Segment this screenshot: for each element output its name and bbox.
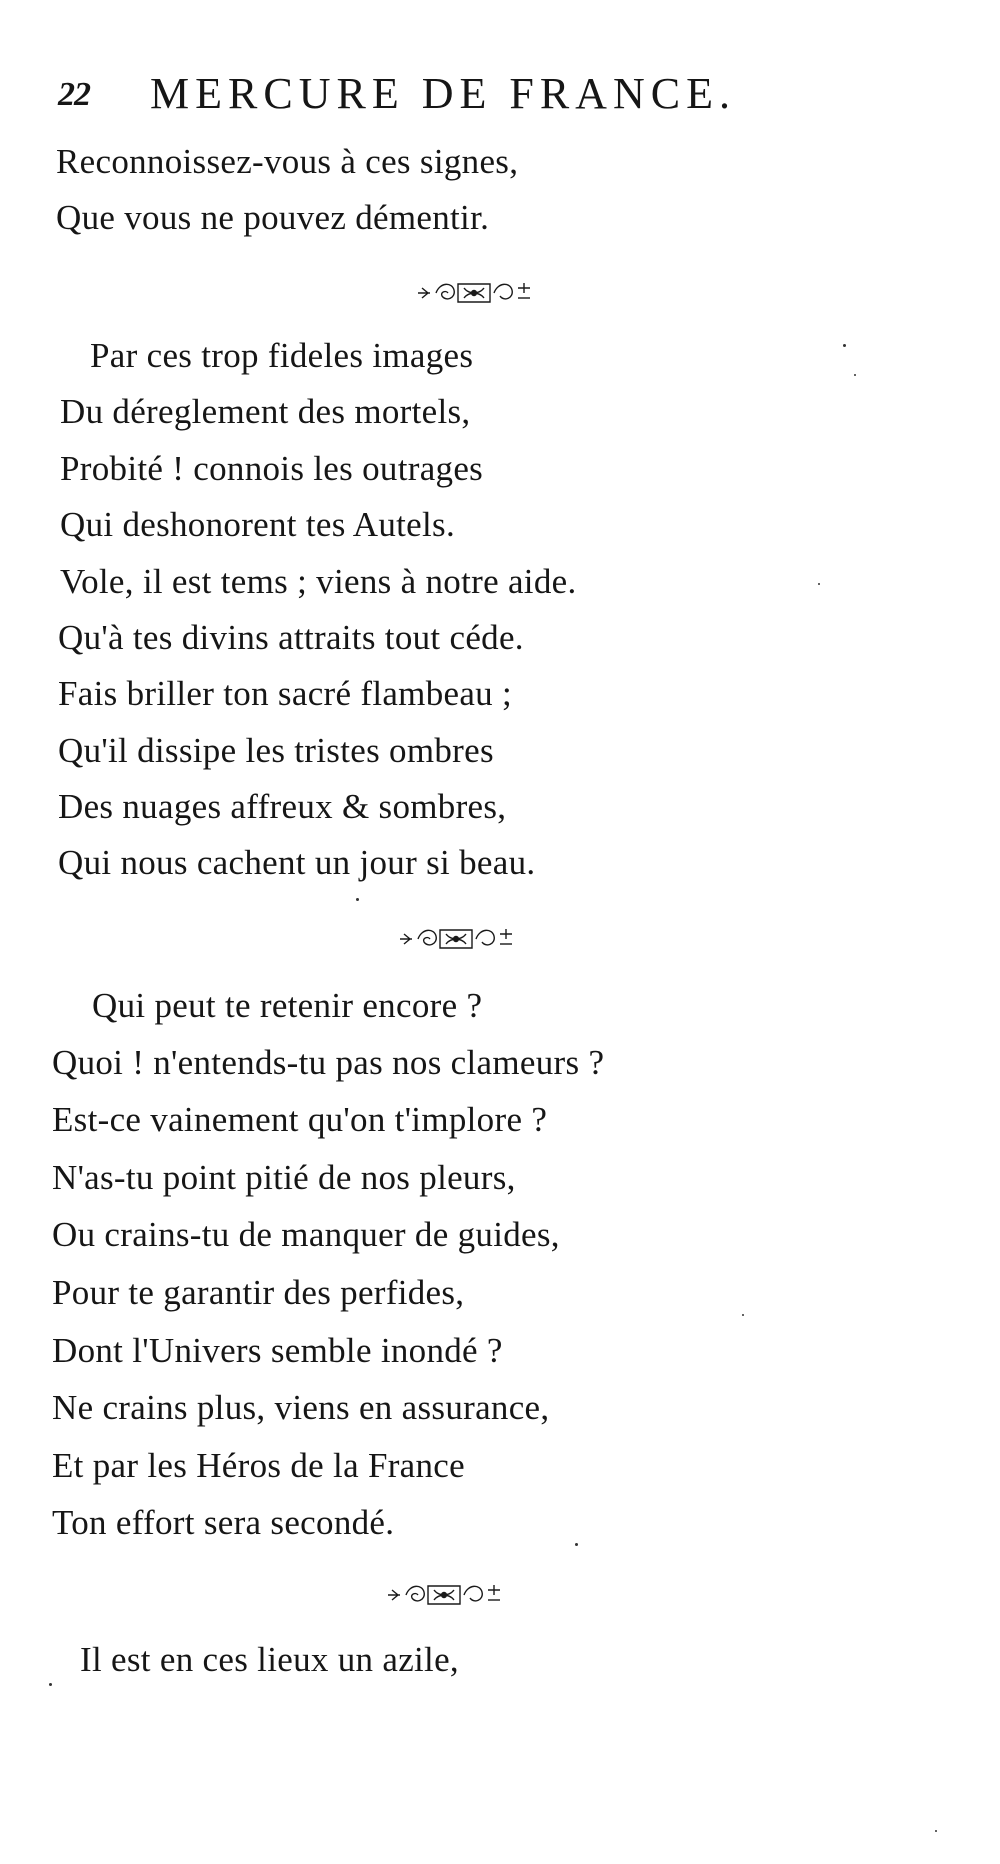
running-title: MERCURE DE FRANCE. (150, 69, 736, 118)
verse-line: Et par les Héros de la France (52, 1446, 465, 1485)
paper-speck (818, 583, 820, 585)
verse-line: Il est en ces lieux un azile, (80, 1640, 459, 1679)
verse-line: Fais briller ton sacré flambeau ; (58, 674, 513, 713)
verse-line: Vole, il est tems ; viens à notre aide. (60, 562, 577, 601)
verse-line: Que vous ne pouvez démentir. (56, 198, 490, 237)
verse-line: Qu'à tes divins attraits tout céde. (58, 618, 524, 657)
verse-line: Par ces trop fideles images (90, 336, 474, 375)
verse-line: Ne crains plus, viens en assurance, (52, 1388, 550, 1427)
paper-speck (854, 374, 856, 376)
page-number: 22 (58, 76, 90, 113)
paper-speck (49, 1683, 52, 1686)
verse-line: Ton effort sera secondé. (52, 1503, 395, 1542)
paper-speck (843, 344, 846, 347)
paper-speck (356, 898, 359, 901)
paper-speck (935, 1830, 937, 1832)
verse-line: Dont l'Univers semble inondé ? (52, 1331, 503, 1370)
fleuron-ornament-icon (384, 1580, 504, 1610)
verse-line: Du déreglement des mortels, (60, 392, 471, 431)
verse-line: N'as-tu point pitié de nos pleurs, (52, 1158, 516, 1197)
paper-speck (575, 1543, 578, 1546)
verse-line: Qui nous cachent un jour si beau. (58, 843, 536, 882)
verse-line: Reconnoissez-vous à ces signes, (56, 142, 519, 181)
page-header (58, 62, 818, 126)
fleuron-ornament-icon (396, 924, 516, 954)
fleuron-ornament-icon (414, 278, 534, 308)
verse-line: Pour te garantir des perfides, (52, 1273, 465, 1312)
verse-line: Est-ce vainement qu'on t'implore ? (52, 1100, 548, 1139)
verse-line: Probité ! connois les outrages (60, 449, 484, 488)
verse-line: Quoi ! n'entends-tu pas nos clameurs ? (52, 1043, 605, 1082)
verse-line: Qui peut te retenir encore ? (92, 986, 483, 1025)
verse-line: Qu'il dissipe les tristes ombres (58, 731, 494, 770)
paper-speck (742, 1314, 744, 1316)
verse-line: Ou crains-tu de manquer de guides, (52, 1215, 560, 1254)
verse-line: Qui deshonorent tes Autels. (60, 505, 455, 544)
verse-line: Des nuages affreux & sombres, (58, 787, 507, 826)
